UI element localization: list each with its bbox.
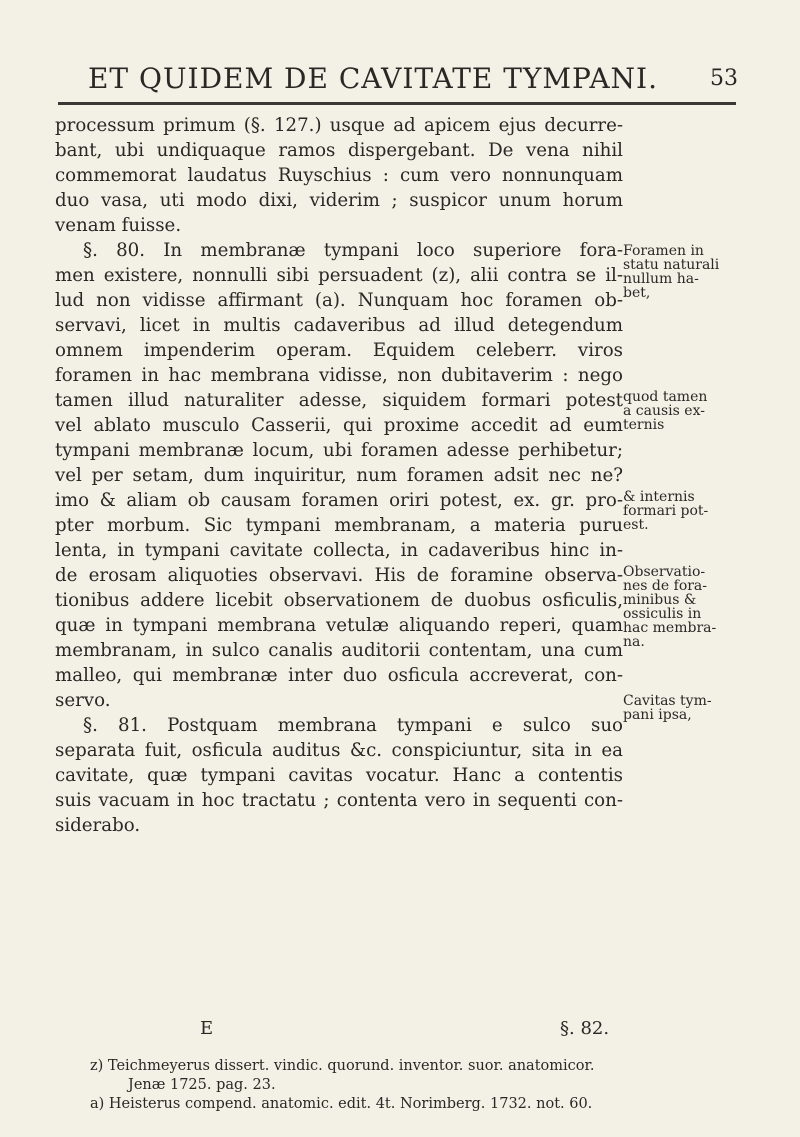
text-line: tympani membranæ locum, ubi foramen adesse perhibetur; bbox=[55, 440, 623, 461]
margin-note-quod-tamen: quod tamen a causis ex- ternis bbox=[623, 389, 708, 433]
footnote-z-continued: Jenæ 1725. pag. 23. bbox=[128, 1077, 276, 1093]
text-line: lenta, in tympani cavitate collecta, in cadaveribus hinc in- bbox=[55, 540, 623, 561]
text-line: tamen illud naturaliter adesse, siquidem formari potest bbox=[55, 390, 623, 411]
text-line: servo. bbox=[55, 690, 111, 711]
margin-note-observatio: Observatio- nes de fora- minibus & ossiculis in hac membra- na. bbox=[623, 564, 717, 650]
header-rule bbox=[58, 102, 736, 105]
signature-mark: E bbox=[200, 1018, 214, 1039]
text-line: quæ in tympani membrana vetulæ aliquando reperi, quam bbox=[55, 615, 623, 636]
text-line: vel per setam, dum inquiritur, num foramen adsit nec ne? bbox=[55, 465, 623, 486]
text-line: §. 80. In membranæ tympani loco superiore fora- bbox=[83, 240, 623, 261]
margin-note-internis: & internis formari pot- est. bbox=[623, 489, 709, 533]
text-line: malleo, qui membranæ inter duo osficula accreverat, con- bbox=[55, 665, 623, 686]
text-line: lud non vidisse affirmant (a). Nunquam hoc foramen ob- bbox=[55, 290, 623, 311]
running-title: ET QUIDEM DE CAVITATE TYMPANI. bbox=[87, 62, 659, 95]
text-line: tionibus addere licebit observationem de duobus osficulis, bbox=[55, 590, 623, 611]
text-line: §. 81. Postquam membrana tympani e sulco suo bbox=[83, 715, 623, 736]
text-line: commemorat laudatus Ruyschius : cum vero nonnunquam bbox=[55, 165, 623, 186]
text-line: suis vacuam in hoc tractatu ; contenta vero in sequenti con- bbox=[55, 790, 623, 811]
text-line: omnem impenderim operam. Equidem celeberr. viros bbox=[55, 340, 623, 361]
text-line: servavi, licet in multis cadaveribus ad illud detegendum bbox=[55, 315, 623, 336]
margin-note-foramen: Foramen in statu naturali nullum ha- bet, bbox=[623, 243, 720, 301]
text-line: de erosam aliquoties observavi. His de foramine observa- bbox=[55, 565, 623, 586]
page-number: 53 bbox=[710, 66, 738, 91]
text-line: bant, ubi undiquaque ramos dispergebant. De vena nihil bbox=[55, 140, 623, 161]
text-line: venam fuisse. bbox=[55, 215, 182, 236]
text-line: siderabo. bbox=[55, 815, 141, 836]
margin-note-cavitas: Cavitas tym- pani ipsa, bbox=[623, 693, 712, 723]
text-line: pter morbum. Sic tympani membranam, a materia puru bbox=[55, 515, 623, 536]
text-line: membranam, in sulco canalis auditorii contentam, una cum bbox=[55, 640, 623, 661]
text-line: foramen in hac membrana vidisse, non dubitaverim : nego bbox=[55, 365, 623, 386]
catchword: §. 82. bbox=[560, 1018, 610, 1039]
text-line: duo vasa, uti modo dixi, viderim ; suspicor unum horum bbox=[55, 190, 623, 211]
text-line: separata fuit, osficula auditus &c. conspiciuntur, sita in ea bbox=[55, 740, 623, 761]
text-line: vel ablato musculo Casserii, qui proxime accedit ad eum bbox=[55, 415, 623, 436]
text-line: processum primum (§. 127.) usque ad apicem ejus decurre- bbox=[55, 115, 623, 136]
text-line: cavitate, quæ tympani cavitas vocatur. Hanc a contentis bbox=[55, 765, 623, 786]
text-line: men existere, nonnulli sibi persuadent (z), alii contra se il- bbox=[55, 265, 623, 286]
text-line: imo & aliam ob causam foramen oriri potest, ex. gr. pro- bbox=[55, 490, 623, 511]
footnote-z: z) Teichmeyerus dissert. vindic. quorund. inventor. suor. anatomicor. bbox=[90, 1058, 595, 1074]
footnotes bbox=[90, 1057, 750, 1114]
running-head bbox=[58, 62, 738, 102]
body-text bbox=[55, 113, 623, 838]
footnote-a: a) Heisterus compend. anatomic. edit. 4t. Norimberg. 1732. not. 60. bbox=[90, 1096, 593, 1112]
